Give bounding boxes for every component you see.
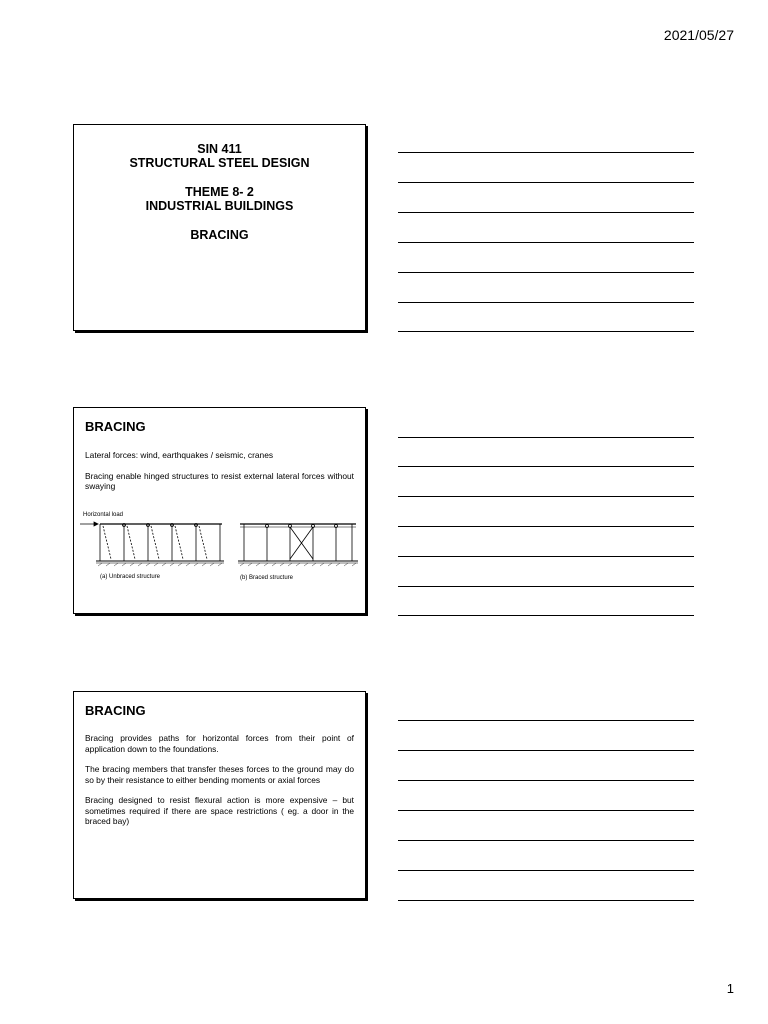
slide-body [85, 450, 354, 502]
slide-heading: BRACING [85, 419, 146, 434]
paragraph: The bracing members that transfer theses forces to the ground may do so by their resistance to either bending moments or axial forces [85, 764, 354, 785]
title-block [74, 142, 365, 242]
paragraph: Bracing provides paths for horizontal forces from their point of application down to the foundations. [85, 733, 354, 754]
slide-body [85, 733, 354, 837]
paragraph: Bracing enable hinged structures to resist external lateral forces without swaying [85, 470, 354, 491]
bracing-figure [80, 511, 360, 591]
course-code: SIN 411 [197, 142, 242, 156]
slide-1-title [73, 124, 366, 331]
slide-heading: BRACING [85, 703, 146, 718]
slide-3-bracing [73, 691, 366, 899]
print-date: 2021/05/27 [663, 27, 734, 43]
theme-label: THEME 8- 2 [185, 185, 254, 199]
caption-braced: (b) Braced structure [240, 575, 294, 581]
horizontal-load-label: Horizontal load [83, 512, 124, 518]
page-number: 1 [726, 981, 734, 996]
caption-unbraced: (a) Unbraced structure [100, 574, 161, 580]
slide-2-bracing [73, 407, 366, 614]
braced-structure [238, 524, 358, 566]
topic-label: INDUSTRIAL BUILDINGS [145, 199, 294, 213]
course-name: STRUCTURAL STEEL DESIGN [129, 156, 310, 170]
paragraph: Bracing designed to resist flexural action is more expensive – but sometimes required if there are space restrictions ( eg. a door in the braced bay) [85, 795, 354, 826]
paragraph: Lateral forces: wind, earthquakes / seismic, cranes [85, 450, 274, 460]
unbraced-structure [80, 522, 224, 566]
subtopic-label: BRACING [190, 228, 249, 242]
